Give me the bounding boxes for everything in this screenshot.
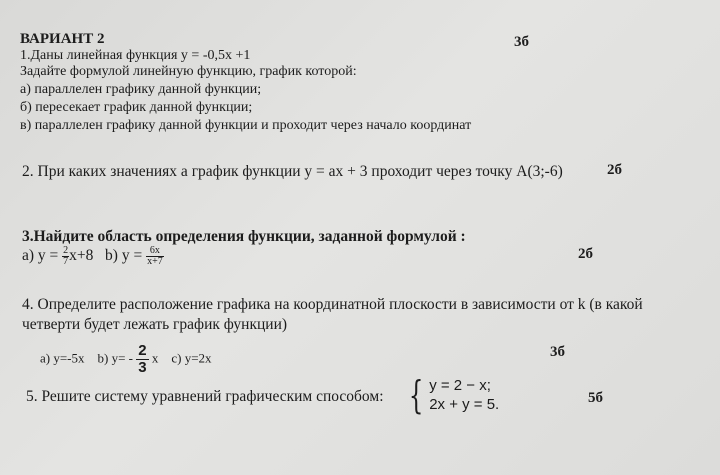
task3-title: 3.Найдите область определения функции, заданной формулой : — [22, 228, 466, 245]
task3-b-prefix: b) y = — [105, 247, 143, 265]
task5-equation-1: y = 2 − x; — [429, 377, 491, 394]
task5-text: 5. Решите систему уравнений графическим способом: — [26, 388, 384, 405]
task4-line2: четверти будет лежать график функции) — [22, 316, 288, 333]
task1-line2: Задайте формулой линейную функцию, график которой: — [20, 64, 357, 79]
task4-option-a: а) y=-5x — [40, 350, 85, 366]
task5-score: 5б — [588, 390, 603, 406]
task1-option-b: б) пересекает график данной функции; — [20, 100, 253, 115]
task3-b-fraction: $\frac{6x}{x+7}$ — [147, 245, 163, 267]
task4-option-b-fraction: $\frac{2}{3}$ — [138, 342, 147, 376]
task3-a-suffix: x+8 — [69, 247, 94, 265]
task5-system — [404, 373, 500, 417]
task3-a-fraction: $\frac{2}{7}$ — [63, 245, 69, 267]
task1-option-a: а) параллелен графику данной функции; — [20, 82, 262, 97]
variant-heading: ВАРИАНТ 2 — [20, 31, 105, 47]
task3-a-prefix: а) y = — [22, 247, 59, 265]
left-brace: { — [408, 373, 424, 417]
task1-score: 3б — [514, 34, 529, 50]
task4-option-b-prefix: b) y= - — [97, 350, 134, 366]
task4-option-b-suffix: x — [151, 350, 159, 366]
task3-score: 2б — [578, 246, 593, 262]
task2-text: 2. При каких значениях а график функции y = ax + 3 проходит через точку A(3;-6) — [22, 163, 563, 180]
task4-options — [40, 343, 212, 376]
task5-equation-2: 2x + y = 5. — [429, 396, 500, 413]
task3-formulas — [22, 246, 164, 267]
task4-line1: 4. Определите расположение графика на координатной плоскости в зависимости от k (в какой — [22, 296, 643, 313]
task1-line1: 1.Даны линейная функция y = -0,5x +1 — [20, 48, 251, 63]
task1-option-c: в) параллелен графику данной функции и проходит через начало координат — [20, 118, 472, 133]
task2-score: 2б — [607, 162, 622, 178]
task4-score: 3б — [550, 344, 565, 360]
task4-option-c: c) y=2x — [171, 350, 212, 366]
